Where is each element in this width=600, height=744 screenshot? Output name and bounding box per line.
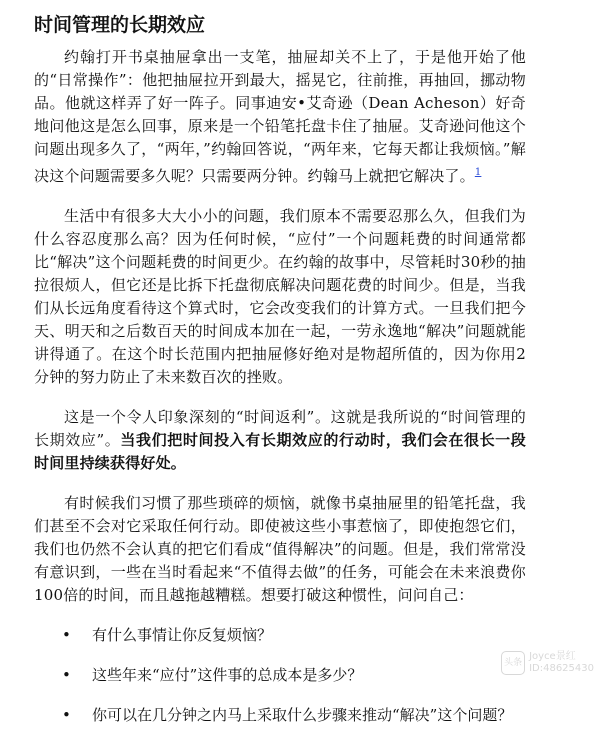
watermark-text [529,651,594,675]
watermark-id: ID:48625430 [529,663,594,674]
list-item [34,664,526,687]
paragraph-4: 有时候我们习惯了那些琐碎的烦恼，就像书桌抽屉里的铅笔托盘，我们甚至不会对它采取任何行动。即使被这些小事惹恼了，即使抱怨它们，我们也仍然不会认真的把它们看成“值得解决”的问题。但是，我们常常没有意识到，一些在当时看起来“不值得去做”的任务，可能会在未来浪费你100倍的时间，而且越拖越糟糕。想要打破这种惯性，问问自己： [34,494,526,604]
paragraph-3 [34,406,526,475]
key-takeaway: 当我们把时间投入有长期效应的行动时，我们会在很长一段时间里持续获得好处。 [34,431,526,472]
footnote-link[interactable]: 1 [474,167,482,178]
bullet-icon: • [62,626,71,644]
watermark [501,651,594,675]
bullet-icon: • [62,666,71,684]
paragraph-2: 生活中有很多大大小小的问题，我们原本不需要忍那么久，但我们为什么容忍度那么高？因为任何时候，“应付”一个问题耗费的时间通常都比“解决”这个问题耗费的时间更少。在约翰的故事中，尽管耗时30秒的抽拉很烦人，但它还是比拆下托盘彻底解决问题花费的时间少。但是，当我们从长远角度看待这个算式时，它会改变我们的计算方式。一旦我们把今天、明天和之后数百天的时间成本加在一起，一劳永逸地“解决”问题就能讲得通了。在这个时长范围内把抽屉修好绝对是物超所值的，因为你用2分钟的努力防止了未来数百次的挫败。 [34,207,526,386]
bullet-icon: • [62,706,71,724]
paragraph-1 [34,46,526,188]
list-item [34,624,526,647]
list-item-text: 有什么事情让你反复烦恼？ [92,626,273,644]
paragraph-1-text: 约翰打开书桌抽屉拿出一支笔，抽屉却关不上了，于是他开始了他的“日常操作”：他把抽屉拉开到最大，摇晃它，往前推，再抽回，挪动物品。他就这样弄了好一阵子。同事迪安•艾奇逊（Dean Acheson）好奇地问他这是怎么回事，原来是一个铅笔托盘卡住了抽屉。艾奇逊问他这个问题出现多久了，“两年，”约翰回答说，“两年来，它每天都让我烦恼。”解决这个问题需要多久呢？只需要两分钟。约翰马上就把它解决了。 [34,48,526,185]
article [34,10,526,744]
watermark-logo-icon: 头条 [501,651,525,675]
list-item-text: 这些年来“应付”这件事的总成本是多少？ [92,666,363,684]
question-list [34,624,526,727]
article-title: 时间管理的长期效应 [34,14,206,36]
paragraph-3-text: 这是一个令人印象深刻的“时间返利”。这就是我所说的“时间管理的长期效应”。 [34,408,526,449]
list-item-text: 你可以在几分钟之内马上采取什么步骤来推动“解决”这个问题？ [92,706,513,724]
footnote-ref [475,167,482,178]
watermark-author: Joyce景红 [529,651,576,662]
list-item [34,704,526,727]
